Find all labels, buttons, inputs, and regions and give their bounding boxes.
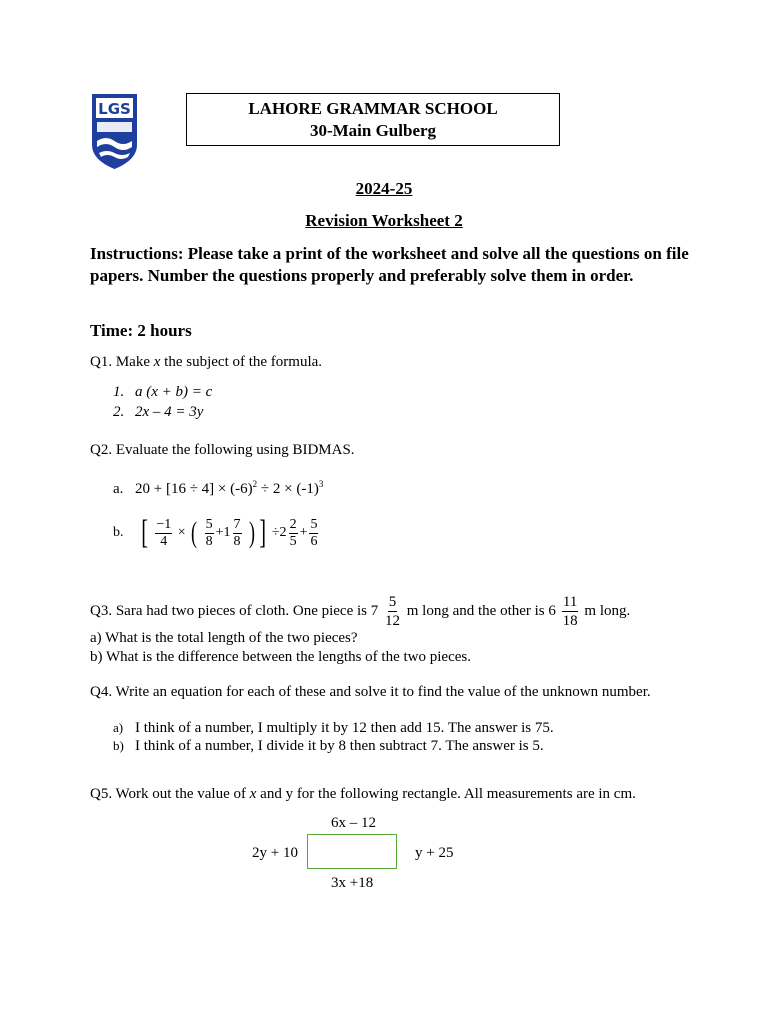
q1-item-2: 2. 2x – 4 = 3y — [113, 404, 204, 420]
q4-item-b: b) I think of a number, I divide it by 8 then subtract 7. The answer is 5. — [113, 738, 544, 754]
q3-part-b: b) What is the difference between the lengths of the two pieces. — [90, 649, 471, 665]
fraction: $\frac{-1}{4}$ — [156, 516, 172, 549]
rectangle-diagram — [307, 834, 397, 869]
q2-part-a: a. $20 + [16 \div 4] \times (-6)^2 \div 2 \times (-1)^3$ — [113, 479, 324, 497]
svg-text:LGS: LGS — [98, 100, 131, 118]
rectangle-right-label: y + 25 — [415, 845, 454, 861]
fraction: $\frac{11}{18}$ — [562, 594, 578, 629]
rectangle-bottom-label: 3x +18 — [331, 875, 374, 891]
q1-prompt: Q1. Make x the subject of the formula. — [90, 354, 323, 370]
fraction: $\frac{5}{8}$ — [205, 516, 213, 549]
school-address: 30-Main Gulberg — [309, 121, 437, 140]
instructions: Instructions: Please take a print of the worksheet and solve all the questions on file papers. Number the questions properly and preferably solve them in order. — [90, 244, 689, 285]
q2-prompt: Q2. Evaluate the following using BIDMAS. — [90, 442, 355, 458]
rectangle-left-label: 2y + 10 — [252, 845, 298, 861]
fraction: $\frac{5}{12}$ — [385, 594, 400, 629]
q1-item-1: 1. a (x + b) = c — [113, 384, 213, 400]
fraction: $\frac{5}{6}$ — [310, 516, 318, 549]
fraction: $\frac{2}{5}$ — [289, 516, 297, 549]
q4-prompt: Q4. Write an equation for each of these and solve it to find the value of the unknown number. — [90, 684, 651, 700]
q5-prompt: Q5. Work out the value of x and y for the following rectangle. All measurements are in cm. — [90, 786, 636, 802]
school-name: LAHORE GRAMMAR SCHOOL — [248, 99, 498, 118]
time-allowed: Time: 2 hours — [90, 321, 192, 340]
fraction: $\frac{7}{8}$ — [233, 516, 241, 549]
q2-part-b: b. [ $\frac{-1}{4}$ × ( $\frac{5}{8}$ +1 $\frac{7}{8}$ ) ] ÷2 $\frac{2}{5}$ + $\frac{5}{6}$ — [113, 514, 318, 551]
rectangle-top-label: 6x – 12 — [331, 815, 376, 831]
school-header-box — [186, 93, 560, 146]
q3-prompt: Q3. Sara had two pieces of cloth. One piece is 7 $\frac{5}{12}$ m long and the other is 6 $\frac{11}{18}$ m long. — [90, 594, 631, 629]
school-logo — [91, 93, 138, 170]
q3-part-a: a) What is the total length of the two pieces? — [90, 630, 358, 646]
year-heading: 2024-25 — [355, 179, 413, 198]
worksheet-title: Revision Worksheet 2 — [305, 211, 463, 230]
q4-item-a: a) I think of a number, I multiply it by 12 then add 15. The answer is 75. — [113, 720, 554, 736]
